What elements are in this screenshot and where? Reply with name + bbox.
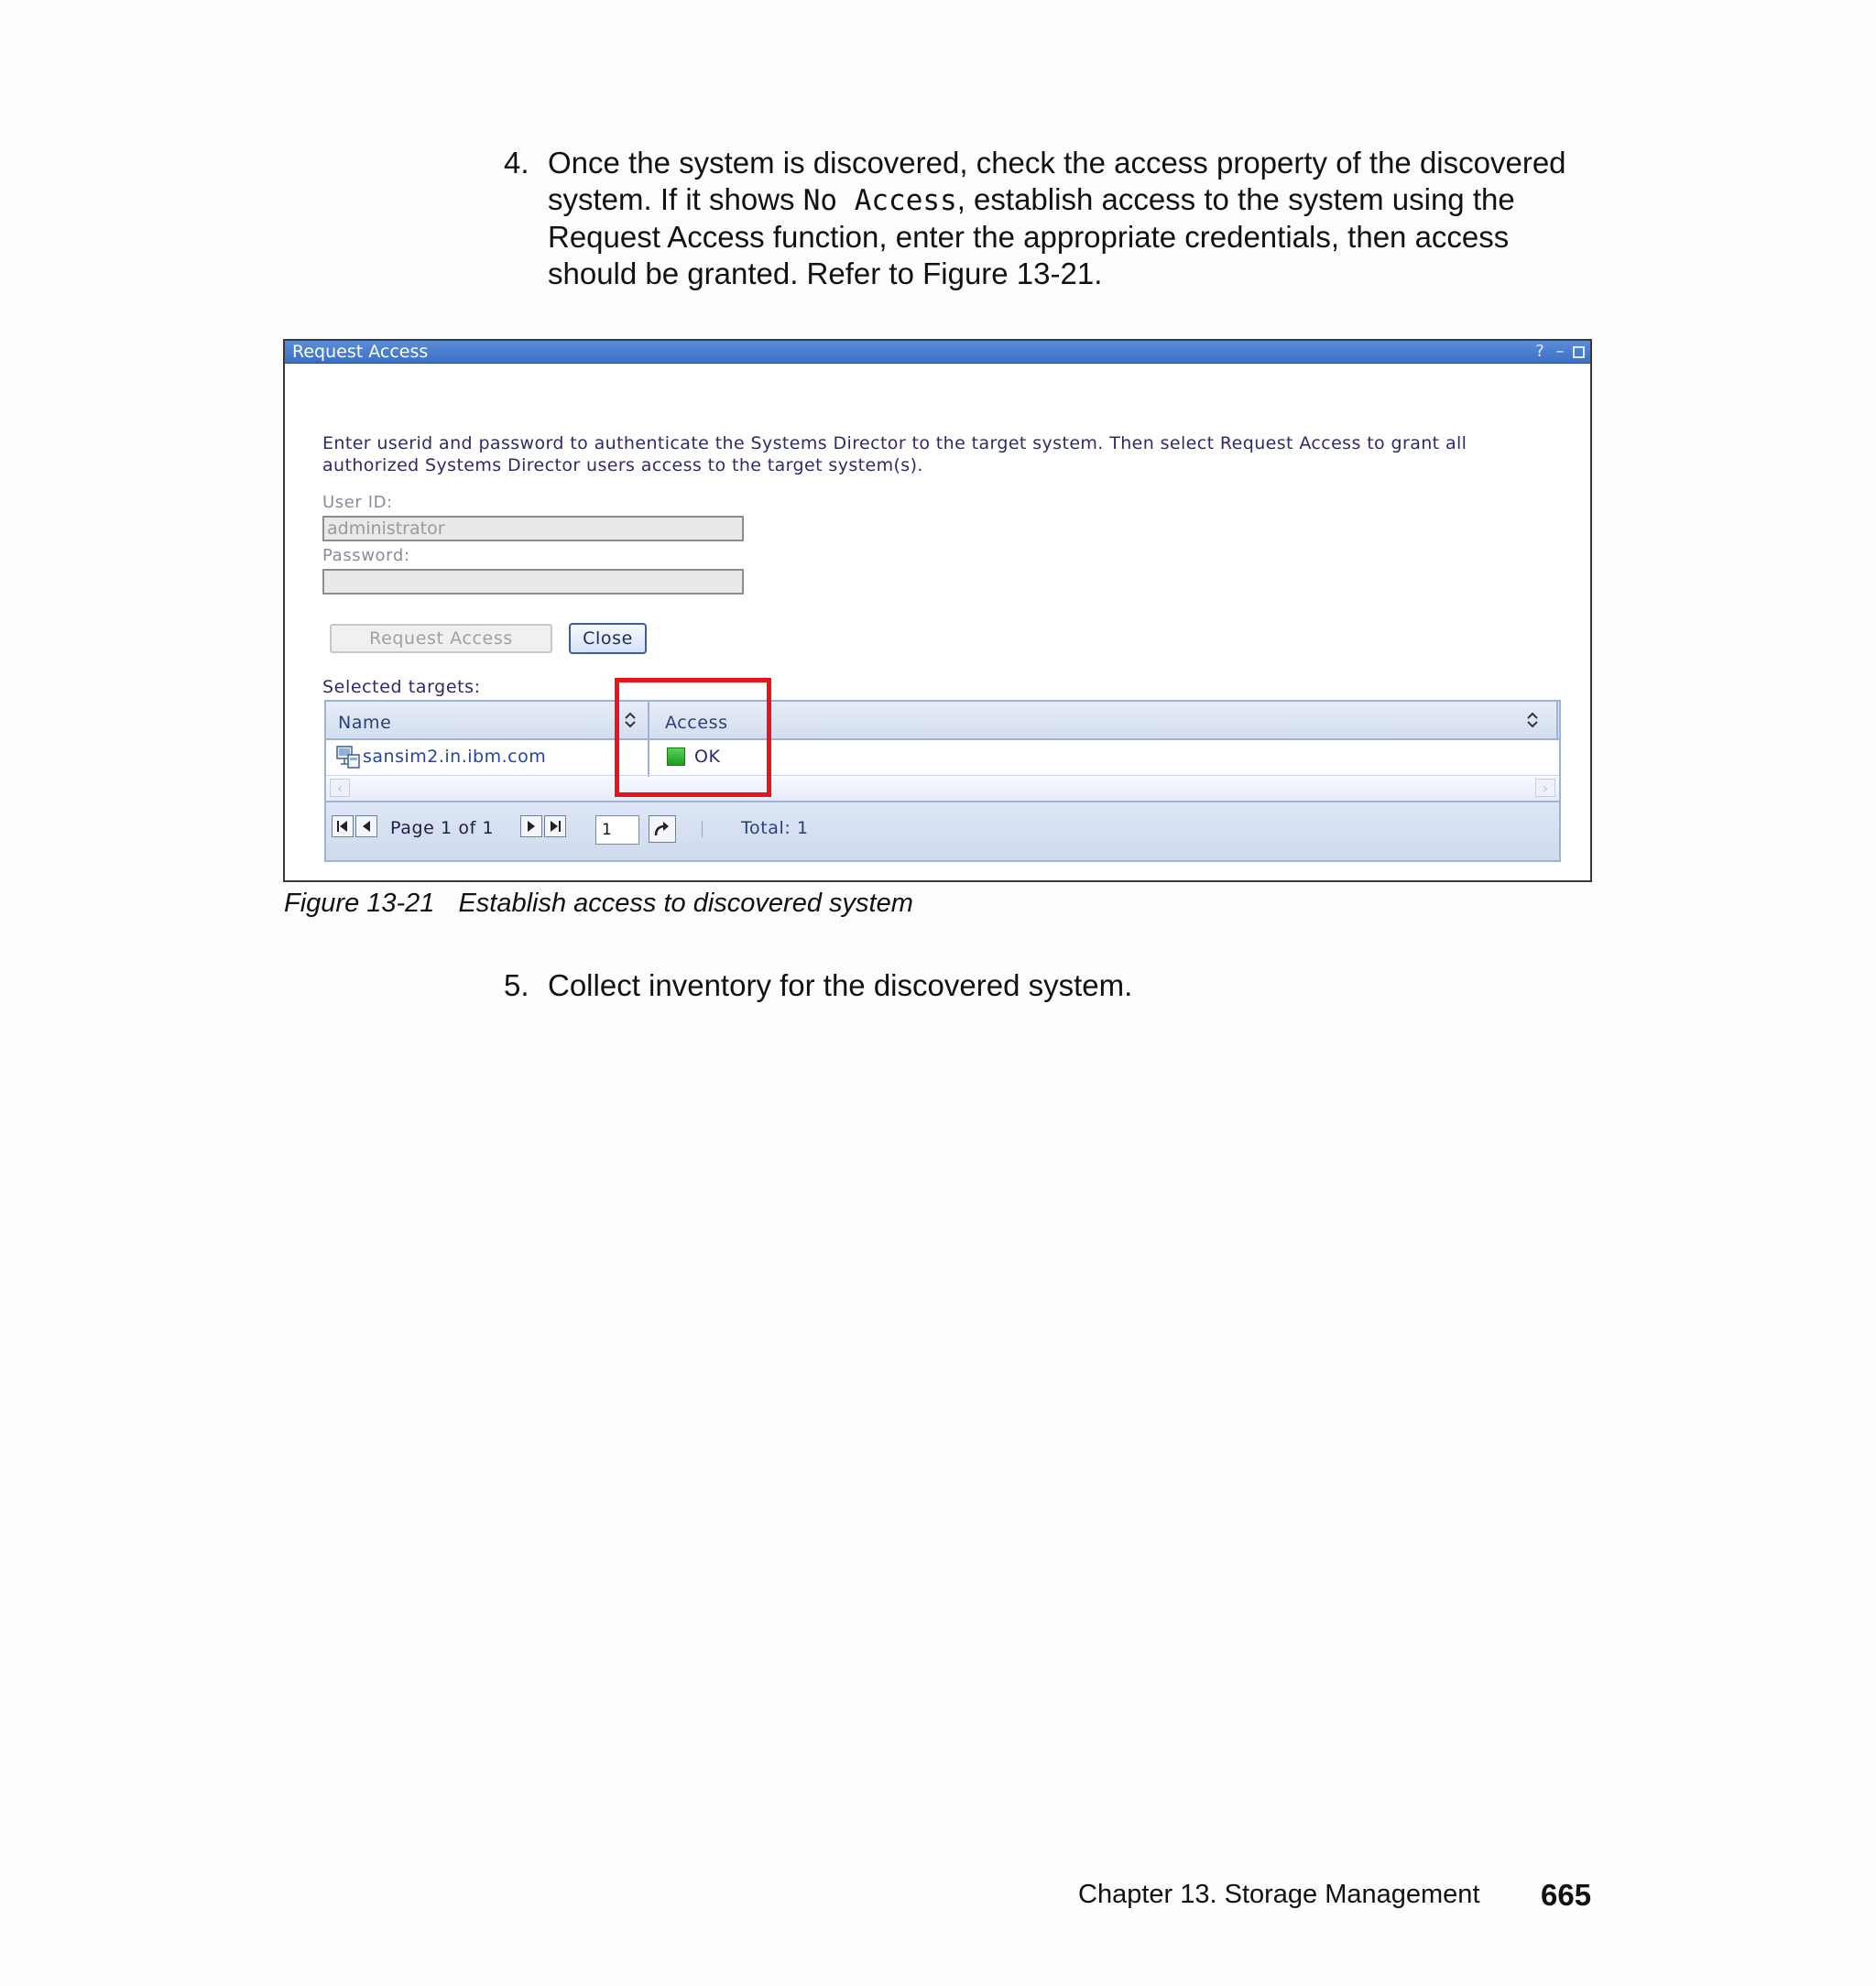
current-page: 1 [441,818,453,838]
pagination-bar [326,802,1559,860]
request-access-window [283,339,1592,882]
step-text-part: , establish access to the system using the Request Access function, enter the appropriate credentials, then access should be granted. Refer to Figure 13-21. [548,182,1515,290]
total-count [741,814,809,842]
of-word: of [458,818,476,838]
step-4 [504,145,1603,292]
figure-caption [284,889,913,919]
targets-table [324,700,1561,862]
column-divider[interactable] [1556,702,1558,738]
close-button[interactable]: Close [569,623,647,654]
selected-targets-label: Selected targets: [322,677,481,697]
system-icon [335,744,361,769]
total-value: 1 [797,818,809,838]
page-indicator [390,814,494,842]
maximize-icon[interactable] [1573,346,1585,358]
scroll-left-icon[interactable]: ‹ [330,779,350,797]
highlight-box [615,678,771,797]
previous-page-icon[interactable] [355,815,377,837]
minimize-icon[interactable]: – [1555,342,1565,361]
column-header-name[interactable]: Name [338,713,392,733]
password-label: Password: [322,546,410,565]
horizontal-scrollbar[interactable] [326,777,1559,802]
figure-label: Figure 13-21 [284,889,435,918]
column-header-access[interactable]: Access [665,713,728,733]
scroll-right-icon[interactable]: › [1535,779,1555,797]
last-page-icon[interactable] [544,815,566,837]
page-number: 665 [1541,1878,1592,1912]
first-page-icon[interactable] [332,815,354,837]
figure-title: Establish access to discovered system [458,889,913,918]
step-number: 5. [504,968,529,1002]
window-titlebar [285,341,1590,364]
request-access-button[interactable]: Request Access [330,624,552,653]
code-no-access: No Access [802,184,957,217]
user-id-input[interactable]: administrator [322,516,744,541]
step-text-part: Once the system is discovered, check the access property of the discovered system. If it shows [548,146,1566,216]
go-to-page-icon[interactable] [649,815,676,843]
user-id-label: User ID: [322,493,393,512]
page-number-input[interactable]: 1 [595,815,639,845]
step-5 [504,967,1603,1004]
total-pages: 1 [482,818,495,838]
window-title: Request Access [292,342,429,362]
step-5-text: Collect inventory for the discovered system. [548,968,1133,1002]
step-4-text [548,145,1603,292]
table-row[interactable] [326,738,1559,776]
step-number: 4. [504,146,529,180]
instructions-text: Enter userid and password to authenticate the Systems Director to the target system. Then select Request Access to grant all authorized Systems Director users access to the target system(s). [322,433,1467,475]
system-name-link[interactable]: sansim2.in.ibm.com [363,747,547,767]
table-header [326,702,1559,740]
help-icon[interactable]: ? [1535,342,1544,361]
pager-separator [702,821,703,837]
total-label: Total: [741,818,791,838]
page-word: Page [390,818,435,838]
next-page-icon[interactable] [520,815,542,837]
sort-icon[interactable] [1526,712,1539,732]
access-status: OK [694,747,721,767]
password-input[interactable] [322,569,744,595]
cell-name [335,738,546,775]
footer-chapter: Chapter 13. Storage Management [1078,1880,1480,1909]
titlebar-controls [1532,341,1585,363]
